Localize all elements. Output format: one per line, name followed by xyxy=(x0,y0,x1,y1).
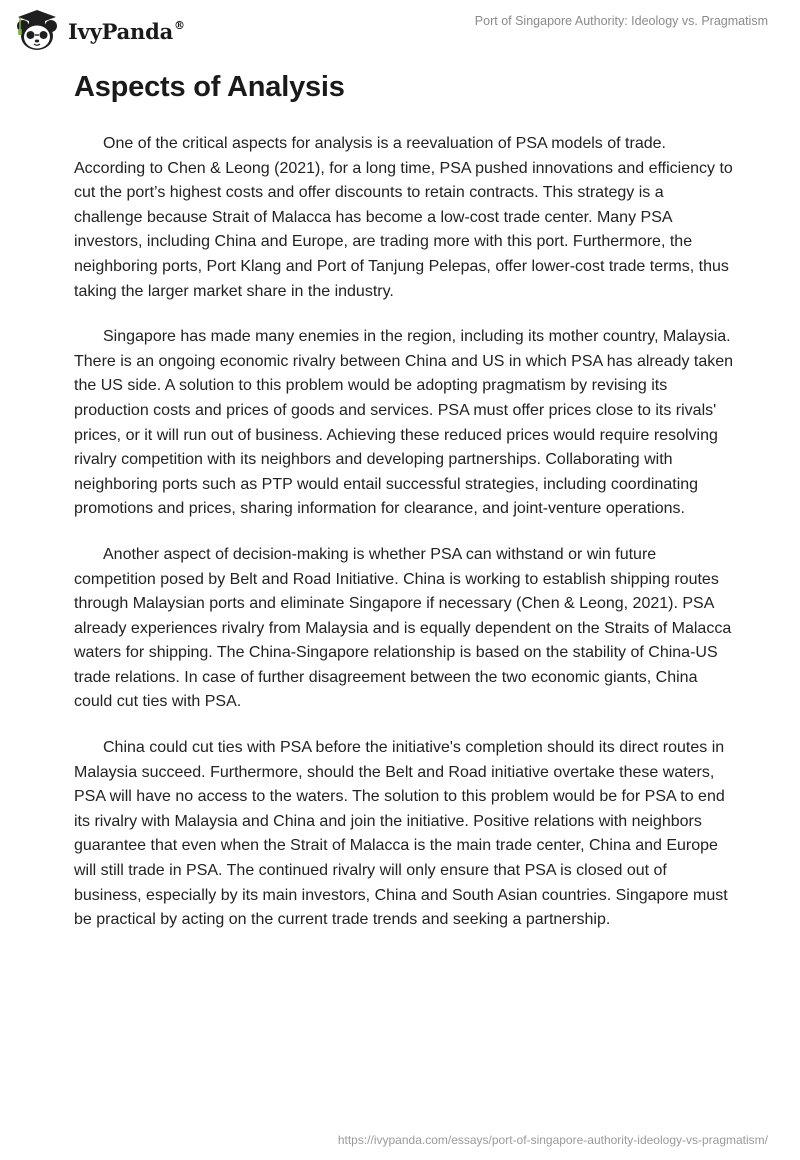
paragraph-1: One of the critical aspects for analysis is a reevaluation of PSA models of trade. According to Chen & Leong (2021), for a long time, PSA pushed innovations and efficiency to cut the port’s highest costs and offer discounts to retain contracts. This strategy is a challenge because Strait of Malacca has become a low-cost trade center. Many PSA investors, including China and Europe, are trading more with this port. Furthermore, the neighboring ports, Port Klang and Port of Tanjung Pelepas, offer lower-cost trade terms, thus taking the larger market share in the industry. xyxy=(74,135,733,300)
page-header xyxy=(0,0,800,60)
essay-body xyxy=(74,132,734,954)
registered-mark: ® xyxy=(174,18,185,32)
paragraph-3: Another aspect of decision-making is whether PSA can withstand or win future competition posed by Belt and Road Initiative. China is working to establish shipping routes through Malaysian ports and eliminate Singapore if necessary (Chen & Leong, 2021). PSA already experiences rivalry from Malaysia and is equally dependent on the Straits of Malacca waters for shipping. The China-Singapore relationship is based on the stability of China-US trade relations. In case of further disagreement between the two economic giants, China could cut ties with PSA. xyxy=(74,545,732,711)
brand-logo[interactable] xyxy=(12,8,185,52)
document-title: Port of Singapore Authority: Ideology vs. Pragmatism xyxy=(474,14,768,28)
paragraph-2: Singapore has made many enemies in the region, including its mother country, Malaysia. There is an ongoing economic rivalry between China and US in which PSA has already taken the US side. A solution to this problem would be adopting pragmatism by revising its production costs and prices of goods and services. PSA must offer prices close to its rivals' prices, or it will run out of business. Achieving these reduced prices would require resolving rivalry competition with its neighbors and developing partnerships. Collaborating with neighboring ports such as PTP would entail successful strategies, including coordinating promotions and prices, sharing information for clearance, and joint-venture operations. xyxy=(74,328,734,518)
paragraph-4: China could cut ties with PSA before the initiative's completion should its direct routes in Malaysia succeed. Furthermore, should the Belt and Road initiative overtake these waters, PSA will have no access to the waters. The solution to this problem would be for PSA to end its rivalry with Malaysia and China and join the initiative. Positive relations with neighbors guarantee that even when the Strait of Malacca is the main trade center, China and Europe will still trade in PSA. The continued rivalry will only ensure that PSA is closed out of business, especially by its main investors, China and South Asian countries. Singapore must be practical by acting on the current trade trends and seeking a partnership. xyxy=(74,739,728,929)
brand-name: IvyPanda® xyxy=(68,18,185,44)
section-heading: Aspects of Analysis xyxy=(74,71,345,103)
panda-graduate-icon xyxy=(12,8,62,52)
source-url[interactable]: https://ivypanda.com/essays/port-of-singapore-authority-ideology-vs-pragmatism/ xyxy=(337,1133,768,1147)
